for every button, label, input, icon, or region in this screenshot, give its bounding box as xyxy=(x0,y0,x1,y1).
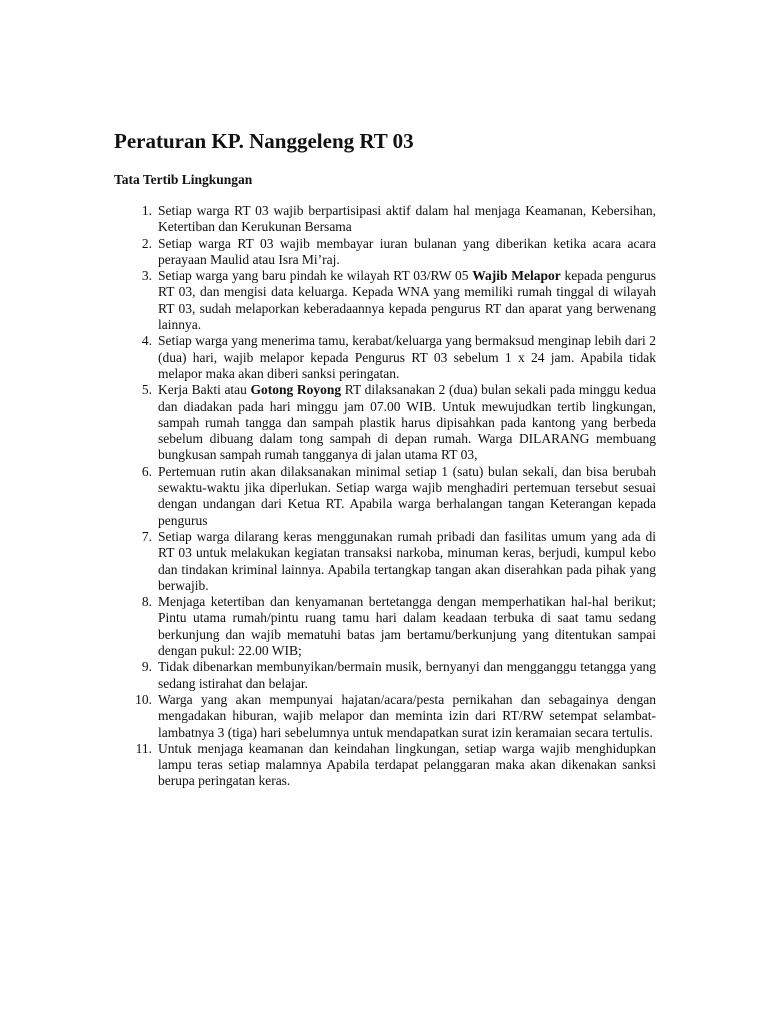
rule-text-segment: kepada pengurus RT 03, dan mengisi data keluarga. Kepada WNA yang memiliki rumah tinggal di wilayah RT 03, sudah melaporkan keberadaannya kepada pengurus RT dan aparat yang berwenang lainnya. xyxy=(158,268,657,333)
rule-text xyxy=(158,594,656,658)
rule-text-segment: Pertemuan rutin akan dilaksanakan minimal setiap 1 (satu) bulan sekali, dan bisa berubah sewaktu-waktu jika diperlukan. Setiap warga wajib menghadiri pertemuan tersebut sesuai dengan undangan dari Ketua RT. Apabila warga berhalangan tangan Keterangan kepada pengurus xyxy=(158,463,656,528)
rule-item xyxy=(114,464,656,529)
rule-text-segment: Kerja Bakti atau xyxy=(158,382,251,398)
rule-item xyxy=(114,333,656,382)
document-page xyxy=(114,128,656,790)
rule-number: 8. xyxy=(141,594,152,610)
rule-text-segment: Untuk menjaga keamanan dan keindahan lingkungan, setiap warga wajib menghidupkan lampu teras setiap malamnya Apabila terdapat pelanggaran maka akan dikenakan sanksi berupa peringatan keras. xyxy=(158,740,656,789)
section-subtitle: Tata Tertib Lingkungan xyxy=(114,172,253,187)
rule-item xyxy=(114,382,656,463)
rule-item xyxy=(114,268,656,333)
rule-number: 1. xyxy=(141,203,152,218)
rule-text xyxy=(158,203,656,234)
rule-item xyxy=(114,594,656,659)
rule-text-segment: Setiap warga dilarang keras menggunakan rumah pribadi dan fasilitas umum yang ada di RT 03 untuk melakukan kegiatan transaksi narkoba, minuman keras, berjudi, kumpul kebo dan tindakan kriminal lainnya. Apabila tertangkap tangan akan diserahkan pada pihak yang berwajib. xyxy=(158,528,656,593)
rules-list xyxy=(114,203,656,790)
rule-text-segment: Warga yang akan mempunyai hajatan/acara/pesta pernikahan dan sebagainya dengan mengadakan hiburan, wajib melapor dan meminta izin dari RT/RW setempat selambat-lambatnya 3 (tiga) hari sebelumnya untuk mendapatkan surat izin keramaian secara tertulis. xyxy=(158,691,656,740)
rule-text-segment: Menjaga ketertiban dan kenyamanan bertetangga dengan memperhatikan hal-hal berikut; Pintu utama rumah/pintu ruang tamu hari dalam keadaan terbuka di saat tamu sedang berkunjung dan wajib mematuhi batas jam bertamu/berkunjung yang ditentukan sampai dengan pukul: 22.00 WIB; xyxy=(158,594,656,659)
rule-item xyxy=(114,659,656,692)
rule-number: 9. xyxy=(141,659,152,675)
rule-number: 3. xyxy=(141,268,152,284)
rule-item xyxy=(114,692,656,741)
rule-text xyxy=(158,741,656,789)
rule-item xyxy=(114,236,656,269)
rule-text xyxy=(158,692,656,740)
document-title: Peraturan KP. Nanggeleng RT 03 xyxy=(114,129,414,153)
rule-number: 11. xyxy=(135,740,152,756)
rule-item xyxy=(114,203,656,236)
rule-text-segment: Tidak dibenarkan membunyikan/bermain musik, bernyanyi dan mengganggu tetangga yang sedang istirahat dan belajar. xyxy=(158,659,656,691)
rule-emphasis: Wajib Melapor xyxy=(472,268,561,284)
rule-number: 4. xyxy=(141,333,152,349)
rule-text-segment: Setiap warga RT 03 wajib berpartisipasi aktif dalam hal menjaga Keamanan, Kebersihan, Ketertiban dan Kerukunan Bersama xyxy=(158,203,656,235)
rule-number: 2. xyxy=(141,235,152,251)
rule-emphasis: Gotong Royong xyxy=(250,382,342,398)
rule-text xyxy=(158,236,656,267)
rule-item xyxy=(114,741,656,790)
rule-item xyxy=(114,529,656,594)
rule-number: 5. xyxy=(141,382,152,398)
rule-number: 7. xyxy=(141,528,152,544)
rule-text-segment: Setiap warga yang baru pindah ke wilayah RT 03/RW 05 xyxy=(158,268,473,284)
rule-text-segment: Setiap warga yang menerima tamu, kerabat/keluarga yang bermaksud menginap lebih dari 2 (dua) hari, wajib melapor kepada Pengurus RT 03 sebelum 1 x 24 jam. Apabila tidak melapor maka akan diberi sanksi peringatan. xyxy=(158,333,656,381)
rule-text-segment: Setiap warga RT 03 wajib membayar iuran bulanan yang diberikan ketika acara acara perayaan Maulid atau Isra Mi’raj. xyxy=(158,235,656,267)
rule-text xyxy=(158,382,656,462)
rule-text xyxy=(158,529,656,593)
rule-text xyxy=(158,268,656,332)
rule-text-segment: RT dilaksanakan 2 (dua) bulan sekali pada minggu kedua dan diadakan pada hari minggu jam 07.00 WIB. Untuk mewujudkan tertib lingkungan, sampah rumah tangga dan sampah plastik harus dipisahkan pada kantong yang berbeda sebelum dibuang dalam tong sampah di depan rumah. Warga DILARANG membuang bungkusan sampah rumah tangganya di jalan utama RT 03, xyxy=(158,382,656,463)
rule-text xyxy=(158,659,656,690)
rule-text xyxy=(158,464,656,528)
rule-number: 6. xyxy=(141,463,152,479)
rule-number: 10. xyxy=(135,691,152,707)
rule-text xyxy=(158,333,656,381)
